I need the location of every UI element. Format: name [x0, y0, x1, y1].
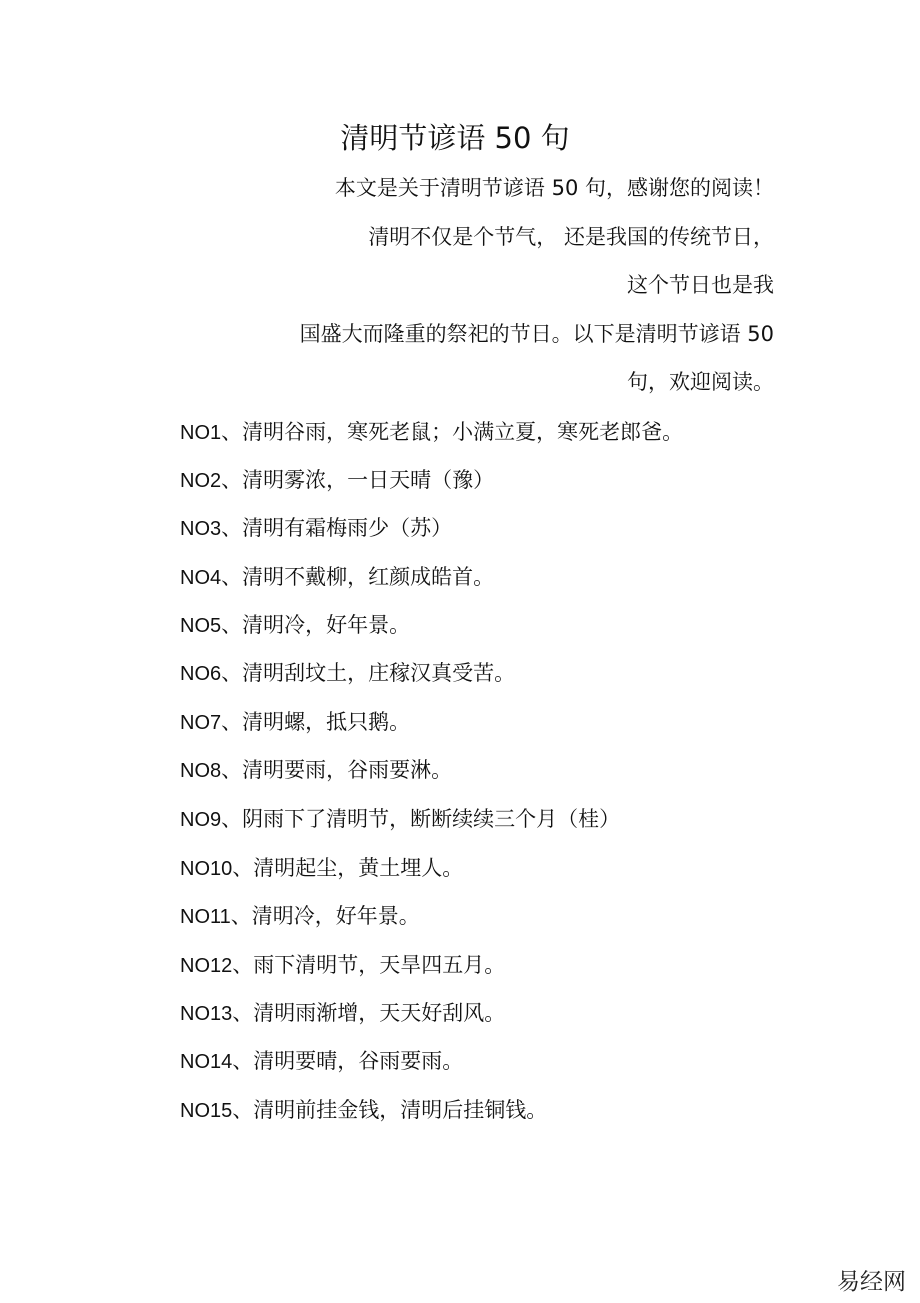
- proverb-number: NO3: [180, 518, 222, 540]
- intro-line-5: 句，欢迎阅读。: [627, 370, 774, 394]
- site-watermark: 易经网: [837, 1269, 906, 1295]
- proverb-item: [180, 561, 494, 594]
- proverb-item: [180, 949, 505, 982]
- proverb-text: 、清明有霜梅雨少（苏）: [221, 516, 453, 540]
- proverb-number: NO15: [180, 1100, 233, 1122]
- proverb-text: 、清明前挂金钱，清明后挂铜钱。: [232, 1098, 548, 1122]
- document-title: 清明节谚语 50 句: [340, 121, 570, 155]
- proverb-number: NO6: [180, 663, 222, 685]
- proverb-text: 、清明刮坟土，庄稼汉真受苦。: [221, 661, 516, 685]
- intro-line-2: 清明不仅是个节气， 还是我国的传统节日，: [368, 225, 774, 249]
- proverb-number: NO5: [180, 615, 222, 637]
- intro-line-3: 这个节日也是我: [627, 273, 774, 297]
- proverb-number: NO7: [180, 712, 222, 734]
- proverb-text: 、清明起尘，黄土埋人。: [232, 856, 464, 880]
- proverb-item: [180, 1045, 463, 1078]
- proverb-number: NO9: [180, 809, 222, 831]
- proverb-text: 、清明螺，抵只鹅。: [221, 710, 411, 734]
- proverb-number: NO12: [180, 955, 233, 977]
- proverb-text: 、阴雨下了清明节，断断续续三个月（桂）: [221, 807, 621, 831]
- proverb-item: [180, 900, 420, 933]
- proverb-text: 、清明冷，好年景。: [221, 613, 411, 637]
- proverb-number: NO13: [180, 1003, 233, 1025]
- proverb-text: 、清明雨渐增，天天好刮风。: [232, 1001, 506, 1025]
- proverb-text: 、清明冷，好年景。: [230, 904, 420, 928]
- proverb-number: NO11: [180, 906, 231, 928]
- proverb-text: 、清明谷雨，寒死老鼠；小满立夏，寒死老郎爸。: [221, 420, 684, 444]
- proverb-number: NO2: [180, 470, 222, 492]
- proverb-number: NO10: [180, 858, 233, 880]
- proverb-number: NO1: [180, 422, 222, 444]
- proverb-text: 、清明要雨，谷雨要淋。: [221, 758, 453, 782]
- proverb-item: [180, 852, 463, 885]
- proverb-text: 、清明不戴柳，红颜成皓首。: [221, 565, 495, 589]
- intro-line-1: 本文是关于清明节谚语 50 句，感谢您的阅读！: [334, 176, 774, 200]
- proverb-item: [180, 803, 620, 836]
- proverb-text: 、清明要晴，谷雨要雨。: [232, 1049, 464, 1073]
- proverb-number: NO8: [180, 760, 222, 782]
- proverb-item: [180, 657, 515, 690]
- proverb-item: [180, 706, 410, 739]
- proverb-number: NO4: [180, 567, 222, 589]
- proverb-text: 、雨下清明节，天旱四五月。: [232, 953, 506, 977]
- proverb-item: [180, 512, 452, 545]
- proverb-item: [180, 464, 494, 497]
- proverb-item: [180, 997, 505, 1030]
- proverb-item: [180, 416, 683, 449]
- proverb-item: [180, 754, 452, 787]
- proverb-item: [180, 1094, 547, 1127]
- intro-line-4: 国盛大而隆重的祭祀的节日。以下是清明节谚语 50: [299, 322, 774, 346]
- proverb-item: [180, 609, 410, 642]
- proverb-text: 、清明雾浓，一日天晴（豫）: [221, 468, 495, 492]
- proverb-number: NO14: [180, 1051, 233, 1073]
